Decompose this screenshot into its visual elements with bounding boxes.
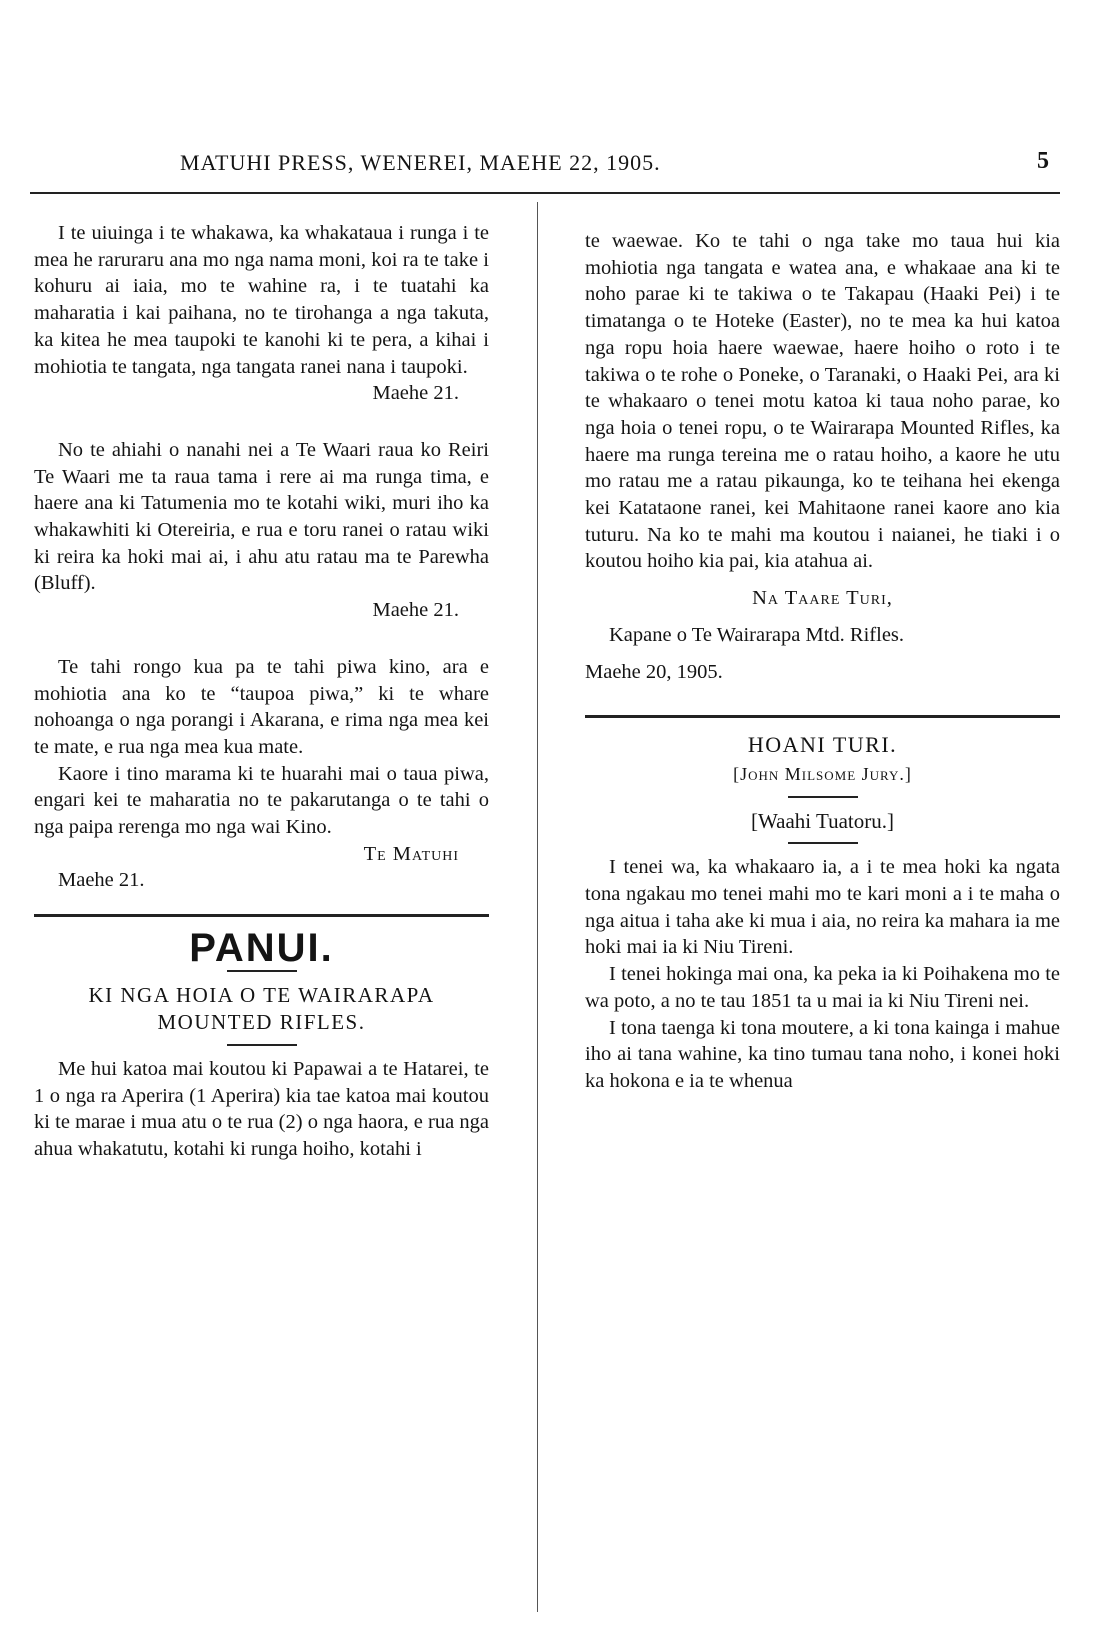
article-waari-date: Maehe 21. <box>372 599 459 622</box>
article-kohuru-text: I te uiuinga i te whakawa, ka whakataua i runga i te mea he raruraru ana mo nga nama moni, koi ra te take i kohuru ai iaia, mo te wahine ra, i te tuatahi ka maharatia i kai paihana, no te tirohanga a nga takuta, ka kitea he mea taupoki te kanohi ki te pera, a kihai i mohiotia te tangata, nga tangata ranei nana i taupoki. <box>34 222 489 378</box>
story-subtitle: [John Milsome Jury.] <box>733 763 912 784</box>
article-piwa-text: Te tahi rongo kua pa te tahi piwa kino, ara e mohiotia ana ko te “taupoa piwa,” ki te whare nohoanga o nga porangi i Akarana, e rima nga mea kei te mate, e rua nga mea kua mate. <box>34 655 489 758</box>
story-paragraph-2: I tenei hokinga mai ona, ka peka ia ki Poihakena mo te wa poto, a no te tau 1851 ta u mai ia ki Niu Tireni nei. <box>585 963 1060 1012</box>
story-title-rule <box>788 796 858 798</box>
notice-title: PANUI. <box>189 926 334 971</box>
article-piwa-date: Maehe 21. <box>58 869 145 892</box>
section-rule <box>34 914 489 917</box>
story-paragraph-1: I tenei wa, ka whakaaro ia, a i te mea hoki ka ngata tona ngakau mo tenei mahi mo te kari moni a i te maha o nga aitua i taha ake ki mua i aia, no reira ka mahara ia me hoki mai ia ki Niu Tireni. <box>585 856 1060 959</box>
notice-signature: Na Taare Turi, <box>752 587 893 610</box>
article-waari-text: No te ahiahi o nanahi nei a Te Waari raua ko Reiri Te Waari me ta raua tama i rere ai ma runga tima, e haere ana ki Tatumenia mo te kotahi wiki, muri iho ka whakawhiti ki Otereiria, e rua e toru ranei o ratau wiki ki reira ka hoki mai ai, i ahu atu ratau ma te Parewha (Bluff). <box>34 438 489 595</box>
notice-date: Maehe 20, 1905. <box>585 660 723 683</box>
right-column <box>585 228 1060 1095</box>
header-rule <box>30 192 1060 194</box>
notice-continued-text: te waewae. Ko te tahi o nga take mo taua hui kia mohiotia nga tangata e watea ana, e whakaae ana ki te noho parae ki te takiwa o te Takapau (Haaki Pei) i te timatanga o te Hoteke (Easter), no te mea ka hui katoa nga ropu hoia haere waewae, haere hoiho o roto i te takiwa o te rohe o Poneke, o Taranaki, o Haaki Pei, ara ki te whakaaro o tenei motu katoa ki taua noho parae, ko nga hoia o tenei ropu, o te Wairarapa Mounted Rifles, ka haere ma runga tereina me o ratau hoiho, a kaore he utu mo ratau me a ratau pikaunga, ko te teihana hei ekenga kei Katataone ranei, kei Mahitaone ranei kaore ano kia tuturu. Na ko te mahi ma koutou i naianei, he tiaki i o koutou hoiho kia pai, kia atahua ai. <box>585 230 1060 573</box>
section-rule-right <box>585 715 1060 718</box>
notice-subtitle-rule <box>227 1044 297 1046</box>
article-piwa-signature: Te Matuhi <box>363 842 459 865</box>
header-title: MATUHI PRESS, WENEREI, MAEHE 22, 1905. <box>180 150 661 175</box>
story-part-rule <box>788 842 858 844</box>
left-column <box>34 220 489 1163</box>
article-kohuru-date: Maehe 21. <box>372 382 459 405</box>
column-divider <box>537 202 538 1612</box>
notice-title-rule <box>227 970 297 972</box>
notice-signature-title: Kapane o Te Wairarapa Mtd. Rifles. <box>609 623 905 646</box>
notice-subtitle-line1: KI NGA HOIA O TE WAIRARAPA <box>88 982 435 1007</box>
article-piwa-text-2: Kaore i tino marama ki te huarahi mai o taua piwa, engari kei te maharatia no te pakarutanga o te tahi o nga paipa rerenga mo nga wai Kino. <box>34 762 489 839</box>
story-part: [Waahi Tuatoru.] <box>751 808 894 833</box>
notice-text: Me hui katoa mai koutou ki Papawai a te Hatarei, te 1 o nga ra Aperira (1 Aperira) kia tae katoa mai koutou ki te marae i mua atu o te rua (2) o nga haora, e rua nga ahua whakatutu, kotahi ki runga hoiho, kotahi i <box>34 1057 489 1160</box>
story-paragraph-3: I tona taenga ki tona moutere, a ki tona kainga i mahue iho ai tana wahine, ka tino tumau tana noho, i konei hoki ka hokona e ia te whenua <box>585 1016 1060 1092</box>
story-title: HOANI TURI. <box>747 732 898 758</box>
notice-subtitle-line2: MOUNTED RIFLES. <box>157 1009 366 1034</box>
page-header <box>30 146 1060 180</box>
page-number: 5 <box>1037 148 1050 174</box>
